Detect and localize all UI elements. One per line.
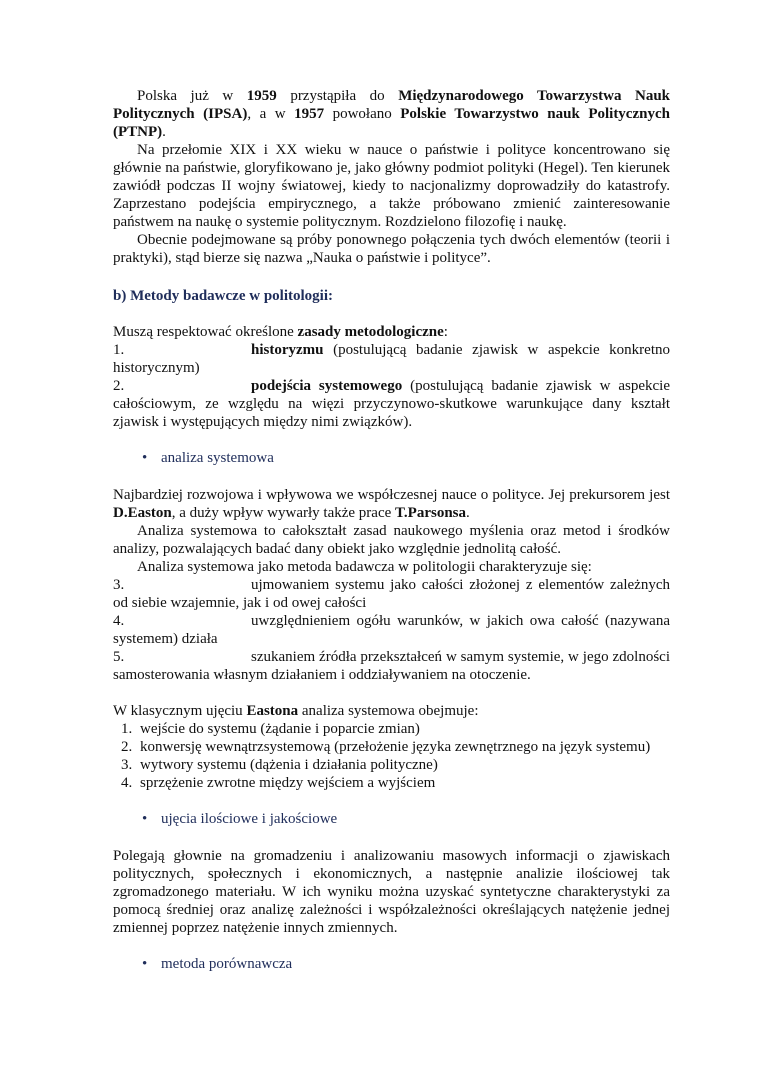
bullet-dot: • (142, 450, 148, 466)
numbered-item: 2. podejścia systemowego (postulującą badanie zjawisk w aspekcie całościowym, ze względu na więzi przyczynowo-skutkowe warunkujące dany kształt zjawisk i występujących między nimi związków). (113, 378, 670, 430)
intro-paragraph-2: Na przełomie XIX i XX wieku w nauce o państwie i polityce koncentrowano się głównie na państwie, gloryfikowano je, jako główny podmiot polityki (Hegel). Ten kierunek zawiódł podczas II wojny światowej, kiedy to nacjonalizmy doprowadziły do katastrofy. Zaprzestano podejścia empirycznego, a także próbowano zmienić zainteresowanie państwem na naukę o systemie politycznym. Rozdzielono filozofię i naukę. (113, 142, 670, 230)
list-item: 3. wytwory systemu (dążenia i działania polityczne) (136, 756, 670, 774)
document-page (113, 87, 670, 973)
easton-lead: W klasycznym ujęciu Eastona analiza systemowa obejmuje: (113, 703, 479, 719)
easton-list (113, 720, 670, 792)
intro-paragraph-1: Polska już w 1959 przystąpiła do Międzynarodowego Towarzystwa Nauk Politycznych (IPSA), a w 1957 powołano Polskie Towarzystwo nauk Politycznych (PTNP). (113, 88, 671, 140)
systemowa-paragraph-2: Analiza systemowa to całokształt zasad naukowego myślenia oraz metod i środków analizy, pozwalających badać dany obiekt jako względnie jednolitą całość. (113, 523, 670, 557)
list-item: 1. wejście do systemu (żądanie i poparcie zmian) (136, 720, 670, 738)
bullet-dot: • (142, 811, 148, 827)
numbered-item: 4. uwzględnieniem ogółu warunków, w jakich owa całość (nazywana systemem) działa (113, 613, 670, 647)
intro-paragraph-3: Obecnie podejmowane są próby ponownego połączenia tych dwóch elementów (teorii i praktyki), stąd bierze się nazwa „Nauka o państwie i polityce”. (113, 232, 670, 266)
list-item: 2. konwersję wewnątrzsystemową (przełożenie języka zewnętrznego na język systemu) (136, 738, 670, 756)
bullet-metoda-porownawcza: • metoda porównawcza (142, 956, 293, 972)
systemowa-paragraph-1: Najbardziej rozwojowa i wpływowa we współczesnej nauce o polityce. Jej prekursorem jest D.Easton, a duży wpływ wywarły także prace T.Parsonsa. (113, 487, 670, 521)
bullet-ujecia-ilosciowe: • ujęcia ilościowe i jakościowe (142, 811, 338, 827)
systemowa-paragraph-3: Analiza systemowa jako metoda badawcza w politologii charakteryzuje się: (137, 559, 592, 575)
bullet-analiza-systemowa: • analiza systemowa (142, 450, 274, 466)
numbered-item: 1. historyzmu (postulującą badanie zjawisk w aspekcie konkretno historycznym) (113, 342, 670, 376)
list-item: 4. sprzężenie zwrotne między wejściem a wyjściem (136, 774, 670, 792)
numbered-item: 3. ujmowaniem systemu jako całości złożonej z elementów zależnych od siebie wzajemnie, jak i od owej całości (113, 577, 670, 611)
section-heading-b: b) Metody badawcze w politologii: (113, 288, 333, 304)
methodology-lead: Muszą respektować określone zasady metodologiczne: (113, 324, 448, 340)
ilosciowe-paragraph: Polegają głownie na gromadzeniu i analizowaniu masowych informacji o zjawiskach politycznych, społecznych i ekonomicznych, a następnie analizie ilościowej tak zgromadzonego materiału. W ich wyniku można uzyskać syntetyczne charakterystyki za pomocą średniej oraz analizę zależności i współzależności określających natężenie jednej zmiennej poprzez natężenie innych zmiennych. (113, 848, 670, 936)
bullet-dot: • (142, 956, 148, 972)
numbered-item: 5. szukaniem źródła przekształceń w samym systemie, w jego zdolności samosterowania własnym działaniem i oddziaływaniem na otoczenie. (113, 649, 670, 683)
